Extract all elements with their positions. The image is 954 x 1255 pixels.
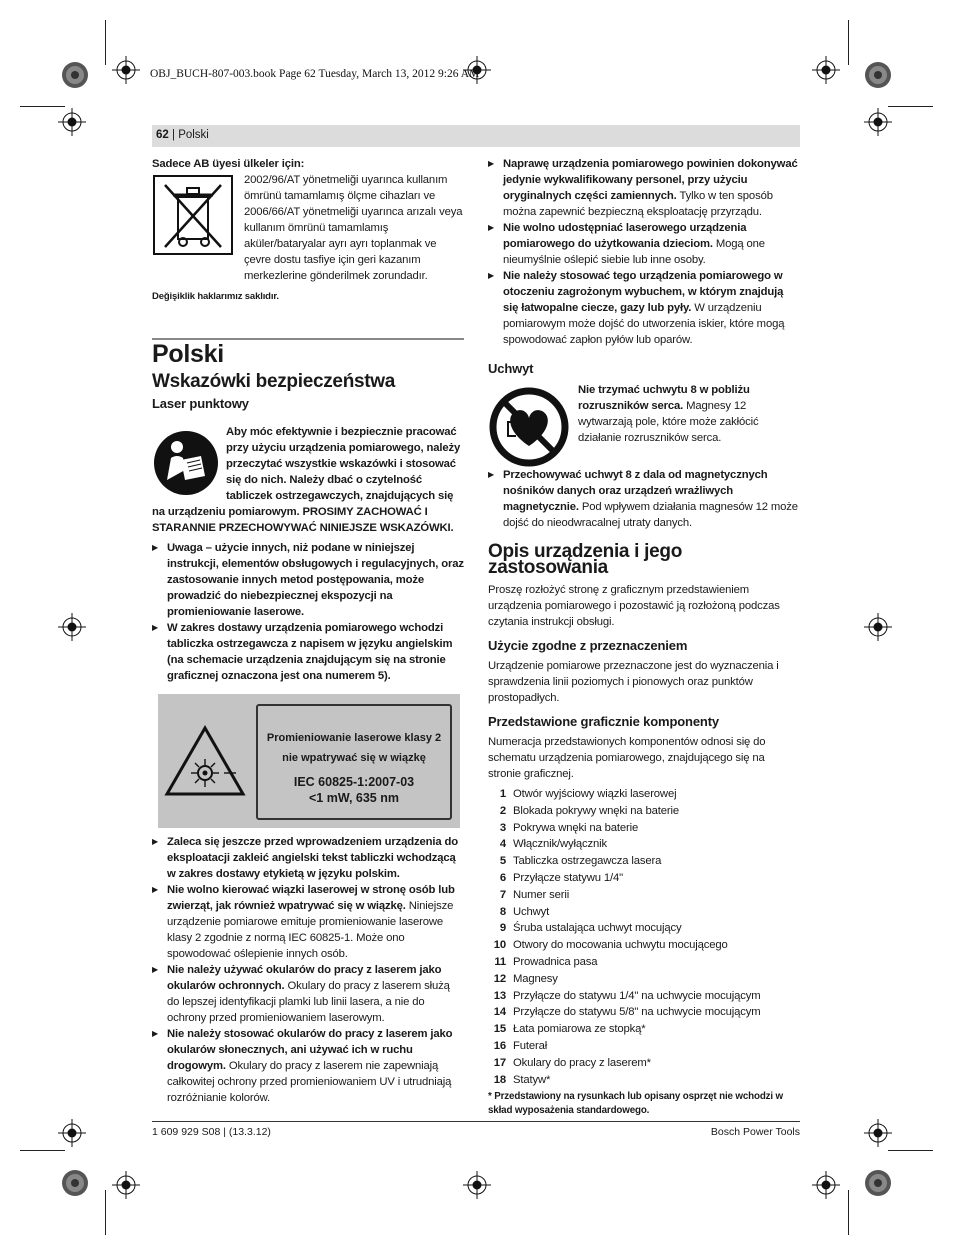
wheelie-bin-crossed-icon <box>153 175 233 255</box>
component-number: 15 <box>493 1023 506 1036</box>
component-label: Przyłącze do statywu 5/8" na uchwycie mocującym <box>513 1006 761 1019</box>
star-target-icon <box>62 1170 88 1196</box>
intro-text: Aby móc efektywnie i bezpiecznie pracować przy użyciu urządzenia pomiarowego, należy przeczytać wszystkie wskazówki i stosować się do nich. Należy dbać o czytelność tabliczek ostrzegawczych, znajdujących się na urządzeniu pomiarowym. PROSIMY ZACHOWAĆ I STARANNIE PRZECHOWYWAĆ NINIEJSZE WSKAZÓWKI. <box>152 426 461 534</box>
component-item <box>488 971 800 988</box>
registration-icon <box>864 1119 892 1147</box>
safety-bullet: ▶ W zakres dostawy urządzenia pomiarowego wchodzi tabliczka ostrzegawcza z napisem w języku angielskim (na schemacie urządzenia znajdującym się na stronie graficznej oznaczona jest ona numerem 5). <box>152 620 464 684</box>
component-label: Statyw* <box>513 1073 551 1086</box>
page-title: Polski <box>152 340 224 368</box>
footer-divider <box>152 1121 800 1122</box>
page-number: 62 <box>156 129 169 141</box>
bullets-left-2 <box>152 834 464 1106</box>
star-target-icon <box>62 62 88 88</box>
component-item <box>488 820 800 837</box>
holder-bullet: ▶ Przechowywać uchwyt 8 z dala od magnetycznych nośników danych oraz urządzeń wrażliwych magnetycznie. Pod wpływem działania magnesów 12 może dojść do nieodwracalnej utraty danych. <box>488 467 800 531</box>
component-number: 16 <box>493 1039 506 1052</box>
warning-line-3: IEC 60825-1:2007-03 <box>293 775 415 789</box>
footer-doc-number: 1 609 929 S08 | (13.3.12) <box>152 1126 271 1138</box>
component-item <box>488 1004 800 1021</box>
safety-bullet: ▶ Uwaga – użycie innych, niż podane w niniejszej instrukcji, elementów obsługowych i regulacyjnych, oraz zastosowanie innych metod postępowania, może prowadzić do niebezpiecznej ekspozycji na promieniowanie laserowe. <box>152 540 464 620</box>
component-item <box>488 803 800 820</box>
holder-warning-block <box>578 382 800 446</box>
component-item <box>488 920 800 937</box>
component-label: Otwór wyjściowy wiązki laserowej <box>513 788 677 800</box>
holder-section <box>488 361 800 377</box>
component-label: Uchwyt <box>513 905 550 918</box>
safety-bullet: ▶ Naprawę urządzenia pomiarowego powinien dokonywać jedynie wykwalifikowany personel, przy użyciu oryginalnych części zamiennych. Tylko w ten sposób można zapewnić bezpieczną eksploatację przyrządu. <box>488 156 800 220</box>
component-item <box>488 786 800 803</box>
safety-bullet: ▶ Nie należy używać okularów do pracy z laserem jako okularów ochronnych. Okulary do pracy z laserem służą do lepszej identyfikacji plamki lub linii lasera, a nie do ochrony przed promieniowaniem laserowym. <box>152 962 464 1026</box>
component-number: 3 <box>499 821 506 834</box>
safety-bullet: ▶ Zaleca się jeszcze przed wprowadzeniem urządzenia do eksploatacji zakleić angielski tekst tabliczki wchodzącą w zakres dostawy etykietą w języku polskim. <box>152 834 464 882</box>
component-item <box>488 1021 800 1038</box>
component-number: 7 <box>499 888 506 901</box>
component-number: 17 <box>493 1056 506 1069</box>
registration-icon <box>812 56 840 84</box>
components-list <box>488 786 800 1088</box>
component-item <box>488 988 800 1005</box>
component-number: 1 <box>499 788 506 800</box>
component-number: 13 <box>493 989 506 1002</box>
component-label: Tabliczka ostrzegawcza lasera <box>513 855 662 868</box>
component-item <box>488 904 800 921</box>
laser-heading: Laser punktowy <box>152 396 249 411</box>
component-label: Pokrywa wnęki na baterie <box>513 821 639 834</box>
registration-icon <box>112 56 140 84</box>
component-label: Włącznik/wyłącznik <box>513 838 607 851</box>
safety-bullet: ▶ Nie należy stosować okularów do pracy z laserem jako okularów słonecznych, ani używać ich w ruchu drogowym. Okulary do pracy z laserem nie zapewniają całkowitej ochrony przed promieniowaniem UV i utrudniają rozróżnianie kolorów. <box>152 1026 464 1106</box>
components-text: Numeracja przedstawionych komponentów odnosi się do schematu urządzenia pomiarowego, znajdującego się na stronie graficznej. <box>488 736 766 780</box>
component-label: Numer serii <box>513 888 570 901</box>
safety-bullet: ▶ Nie wolno kierować wiązki laserowej w stronę osób lub zwierząt, jak również wpatrywać się w wiązkę. Niniejsze urządzenie pomiarowe emituje promieniowanie laserowe klasy 2 zgodnie z normą IEC 60825-1. Może ono spowodować oślepienie innych osób. <box>152 882 464 962</box>
component-item <box>488 853 800 870</box>
component-item <box>488 1072 800 1089</box>
holder-bullet-block <box>488 467 800 531</box>
registration-icon <box>58 613 86 641</box>
component-number: 4 <box>499 838 506 851</box>
registration-icon <box>812 1171 840 1199</box>
component-item <box>488 887 800 904</box>
components-heading: Przedstawione graficznie komponenty <box>488 714 719 729</box>
component-label: Śruba ustalająca uchwyt mocujący <box>513 922 682 935</box>
component-label: Przyłącze do statywu 1/4" na uchwycie mocującym <box>513 989 761 1002</box>
footer-brand: Bosch Power Tools <box>710 1126 800 1138</box>
component-item <box>488 1055 800 1072</box>
registration-icon <box>58 108 86 136</box>
star-target-icon <box>865 62 891 88</box>
turkish-text-block <box>244 172 466 284</box>
laser-warning-triangle-icon <box>164 725 246 797</box>
warning-line-2: nie wpatrywać się w wiązkę <box>282 752 426 764</box>
turkish-note: Değişiklik haklarımız saklıdır. <box>152 291 279 302</box>
component-item <box>488 1038 800 1055</box>
component-number: 5 <box>499 855 506 868</box>
registration-icon <box>864 613 892 641</box>
footnote: * Przedstawiony na rysunkach lub opisany osprzęt nie wchodzi w skład wyposażenia standardowego. <box>488 1091 784 1117</box>
safety-bullet: ▶ Nie wolno udostępniać laserowego urządzenia pomiarowego do użytkowania dzieciom. Mogą one nieumyślnie oślepić siebie lub inne osoby. <box>488 220 800 268</box>
turkish-section <box>152 156 464 172</box>
registration-icon <box>864 108 892 136</box>
page-section: Polski <box>178 129 209 141</box>
bullets-right-1 <box>488 156 800 348</box>
page-header: 62 | Polski <box>152 125 800 147</box>
component-item <box>488 836 800 853</box>
desc-text: Proszę rozłożyć stronę z graficznym przedstawieniem urządzenia pomiarowego i pozostawić ją rozłożoną podczas czytania instrukcji obsługi. <box>488 584 780 628</box>
component-number: 8 <box>499 905 506 918</box>
use-heading: Użycie zgodne z przeznaczeniem <box>488 638 688 653</box>
component-label: Otwory do mocowania uchwytu mocującego <box>513 939 728 952</box>
safety-section <box>152 371 464 412</box>
laser-warning-label <box>256 704 452 820</box>
turkish-text: 2002/96/AT yönetmeliği uyarınca kullanım ömrünü tamamlamış ölçme cihazları ve 2006/66/AT yönetmeliği uyarınca arızalı veya kullanım ömrünü tamamlamış aküler/bataryalar ayrı ayrı toplanmak ve çevre dostu tasfiye için geri kazanım merkezlerine gönderilmek zorundadır. <box>244 174 463 282</box>
component-label: Okulary do pracy z laserem* <box>513 1056 651 1069</box>
desc-heading: Opis urządzenia i jego zastosowania <box>488 541 682 578</box>
turkish-heading: Sadece AB üyesi ülkeler için: <box>152 158 305 170</box>
no-pacemaker-icon <box>488 386 570 468</box>
component-number: 6 <box>499 871 506 884</box>
star-target-icon <box>865 1170 891 1196</box>
registration-icon <box>58 1119 86 1147</box>
registration-icon <box>112 1171 140 1199</box>
bullets-left-1 <box>152 540 464 684</box>
component-label: Łata pomiarowa ze stopką* <box>513 1023 646 1036</box>
component-number: 14 <box>493 1006 506 1019</box>
safety-heading: Wskazówki bezpieczeństwa <box>152 371 396 392</box>
component-item <box>488 937 800 954</box>
registration-icon <box>463 1171 491 1199</box>
warning-line-1: Promieniowanie laserowe klasy 2 <box>266 732 442 744</box>
component-number: 11 <box>494 955 506 968</box>
component-number: 2 <box>499 804 506 817</box>
component-label: Blokada pokrywy wnęki na baterie <box>513 804 679 817</box>
component-label: Futerał <box>513 1039 548 1052</box>
description-section <box>488 541 800 1118</box>
component-label: Przyłącze statywu 1/4" <box>513 871 623 884</box>
component-number: 9 <box>499 922 506 935</box>
warning-line-4: <1 mW, 635 nm <box>309 791 399 805</box>
book-header: OBJ_BUCH-807-003.book Page 62 Tuesday, March 13, 2012 9:26 AM <box>150 68 480 80</box>
component-item <box>488 954 800 971</box>
holder-warning: Nie trzymać uchwytu 8 w pobliżu rozruszników serca. Magnesy 12 wytwarzają pole, które może zakłócić działanie rozruszników serca. <box>578 384 759 444</box>
turkish-note-block <box>152 289 464 305</box>
intro-block <box>152 424 464 536</box>
holder-heading: Uchwyt <box>488 361 534 376</box>
safety-bullet: ▶ Nie należy stosować tego urządzenia pomiarowego w otoczeniu zagrożonym wybuchem, w którym znajdują się łatwopalne ciecze, gazy lub pyły. W urządzeniu pomiarowym może dojść do utworzenia iskier, które mogą spowodować zapłon pyłów lub oparów. <box>488 268 800 348</box>
component-number: 10 <box>493 939 506 952</box>
component-number: 18 <box>493 1073 506 1086</box>
component-number: 12 <box>493 972 506 985</box>
component-label: Prowadnica pasa <box>513 955 598 968</box>
component-item <box>488 870 800 887</box>
use-text: Urządzenie pomiarowe przeznaczone jest do wyznaczenia i sprawdzenia linii poziomych i pionowych oraz punktów prostopadłych. <box>488 660 779 704</box>
component-label: Magnesy <box>513 972 558 985</box>
